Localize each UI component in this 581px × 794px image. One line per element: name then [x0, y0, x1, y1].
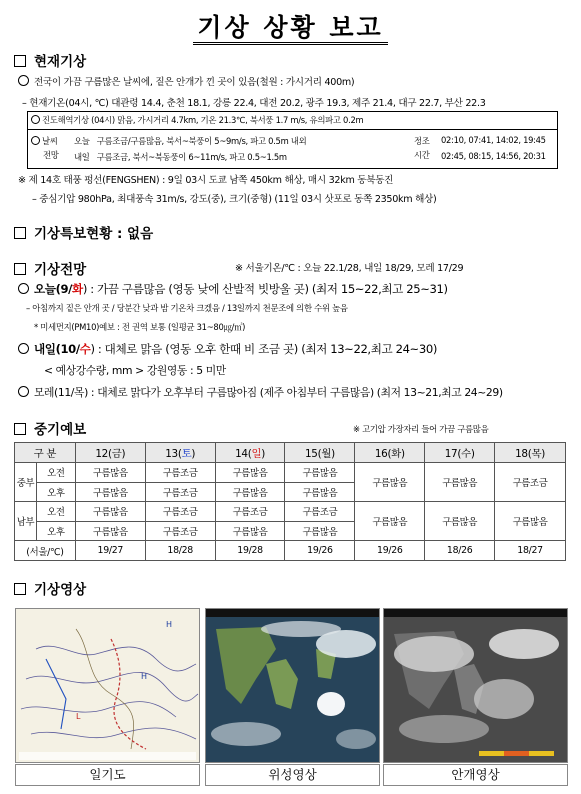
- circle-bullet-icon: [31, 115, 40, 124]
- tide-label2: 시간: [414, 150, 430, 160]
- rain-forecast: < 예상강수량, mm > 강원영동 : 5 미만: [44, 364, 226, 377]
- section-current-heading: 현재기상: [14, 50, 86, 70]
- tide-label1: 정조: [414, 136, 430, 146]
- table-row-seoul: [15, 541, 566, 561]
- outlook-today: 오늘(9/화) : 가끔 구름많음 (영동 낮에 산발적 빗방울 곳) (최저 15~22,최고 25~31): [18, 281, 448, 297]
- table-cell: 구름많음: [495, 502, 566, 541]
- outlook-dayafter: 모레(11/목) : 대체로 맑다가 오후부터 구름많아짐 (제주 아침부터 구름많음) (최저 13~21,최고 24~29): [18, 385, 503, 400]
- table-cell: 구름조금: [285, 502, 355, 522]
- fog-drawing: [384, 609, 567, 762]
- typhoon-info: ※ 제 14호 태풍 펑선(FENGSHEN) : 9일 03시 도쿄 남쪽 450km 해상, 매시 32km 동북동진: [18, 175, 394, 186]
- header-day: 18(목): [495, 443, 566, 463]
- header-day: 17(수): [425, 443, 495, 463]
- outlook-tomorrow: 내일(10/수) : 대체로 맑음 (영동 오후 한때 비 조금 곳) (최저 13~22,최고 24~30): [18, 341, 437, 357]
- jindo-day1: 오늘 구름조금/구름많음, 북서~북풍이 5~9m/s, 파고 0.5m 내외: [74, 136, 307, 146]
- header-cell: 구 분: [15, 443, 76, 463]
- tide-day2: 02:45, 08:15, 14:56, 20:31: [441, 151, 546, 161]
- checkbox-square-icon: [14, 263, 26, 275]
- table-cell: 구름많음: [355, 463, 425, 502]
- section-outlook-heading: 기상전망: [14, 258, 86, 278]
- table-cell: 구름많음: [425, 502, 495, 541]
- checkbox-square-icon: [14, 227, 26, 239]
- current-summary: 전국이 가끔 구름많은 날씨에, 짙은 안개가 낀 곳이 있음(철원 : 가시거리 400m): [18, 74, 354, 88]
- svg-text:L: L: [76, 712, 81, 721]
- caption-weather-chart: 일기도: [15, 764, 200, 786]
- caption-satellite: 위성영상: [205, 764, 380, 786]
- table-cell: 구름조금: [215, 502, 285, 522]
- table-cell: 구름조금: [145, 482, 215, 502]
- table-cell: 구름조금: [145, 463, 215, 483]
- table-cell: 구름많음: [75, 463, 145, 483]
- typhoon-detail: – 중심기압 980hPa, 최대풍속 31m/s, 강도(중), 크기(중형) (11일 03시 삿포로 동쪽 2350km 해상): [32, 194, 437, 205]
- table-cell: 구름많음: [285, 521, 355, 541]
- table-cell: 구름많음: [425, 463, 495, 502]
- tide-day1: 02:10, 07:41, 14:02, 19:45: [441, 135, 546, 145]
- table-cell: 구름많음: [355, 502, 425, 541]
- period-cell: 오전: [36, 463, 75, 483]
- section-images-heading: 기상영상: [14, 578, 86, 598]
- jindo-marine-current: 진도해역기상 (04시) 맑음, 가시거리 4.7km, 기온 21.3℃, 북서풍 1.7 m/s, 유의파고 0.2m: [31, 114, 363, 126]
- satellite-drawing: [206, 609, 379, 762]
- header-day: 12(금): [75, 443, 145, 463]
- seoul-label-cell: (서울/℃): [15, 541, 76, 561]
- seoul-temps: ※ 서울기온/℃ : 오늘 22.1/28, 내일 18/29, 모레 17/29: [235, 263, 464, 274]
- satellite-image: [205, 608, 380, 763]
- table-cell: 구름많음: [75, 521, 145, 541]
- current-temps: – 현재기온(04시, ℃) 대관령 14.4, 춘천 18.1, 강릉 22.4, 대전 20.2, 광주 19.3, 제주 21.4, 대구 22.7, 부산 22.3: [22, 98, 486, 109]
- table-cell: 구름많음: [285, 482, 355, 502]
- region-cell: 중부: [15, 463, 37, 502]
- jindo-outlook-label: 날씨: [31, 135, 58, 147]
- dust-forecast: * 미세먼지(PM10)예보 : 전 권역 보통 (일평균 31~80㎍/㎥): [34, 322, 246, 332]
- svg-text:H: H: [141, 672, 148, 681]
- midterm-note: ※ 고기압 가장자리 들어 가끔 구름많음: [353, 424, 489, 434]
- period-cell: 오전: [36, 502, 75, 522]
- jindo-day2: 내일 구름조금, 북서~북동풍이 6~11m/s, 파고 0.5~1.5m: [74, 152, 287, 162]
- table-cell: 19/27: [75, 541, 145, 561]
- circle-bullet-icon: [18, 343, 29, 354]
- svg-text:H: H: [166, 620, 173, 629]
- outlook-today-detail: – 아침까지 짙은 안개 곳 / 당분간 낮과 밤 기온차 크겠음 / 13일까지 천문조에 의한 수위 높음: [26, 303, 348, 313]
- fog-image: [383, 608, 568, 763]
- circle-bullet-icon: [18, 283, 29, 294]
- table-cell: 구름많음: [75, 482, 145, 502]
- table-cell: 구름많음: [215, 463, 285, 483]
- table-cell: 구름조금: [145, 502, 215, 522]
- table-cell: 구름조금: [145, 521, 215, 541]
- table-cell: 18/26: [425, 541, 495, 561]
- page-title: 기상 상황 보고: [0, 8, 581, 44]
- circle-bullet-icon: [31, 136, 40, 145]
- midterm-forecast-table: [14, 442, 566, 561]
- table-cell: 구름많음: [285, 463, 355, 483]
- weather-chart-drawing: [16, 609, 199, 762]
- table-cell: 19/26: [355, 541, 425, 561]
- caption-fog: 안개영상: [383, 764, 568, 786]
- circle-bullet-icon: [18, 75, 29, 86]
- checkbox-square-icon: [14, 583, 26, 595]
- table-cell: 18/27: [495, 541, 566, 561]
- table-cell: 구름많음: [215, 482, 285, 502]
- checkbox-square-icon: [14, 423, 26, 435]
- circle-bullet-icon: [18, 386, 29, 397]
- header-day: 16(화): [355, 443, 425, 463]
- period-cell: 오후: [36, 521, 75, 541]
- table-cell: 구름많음: [215, 521, 285, 541]
- section-midterm-heading: 중기예보: [14, 418, 86, 438]
- jindo-outlook-label2: 전망: [43, 150, 59, 160]
- table-cell: 19/26: [285, 541, 355, 561]
- header-day: 14(일): [215, 443, 285, 463]
- header-day: 15(월): [285, 443, 355, 463]
- table-cell: 구름많음: [75, 502, 145, 522]
- table-cell: 18/28: [145, 541, 215, 561]
- table-cell: 19/28: [215, 541, 285, 561]
- table-header-row: [15, 443, 566, 463]
- table-cell: 구름조금: [495, 463, 566, 502]
- table-row: [15, 502, 566, 522]
- weather-chart-image: [15, 608, 200, 763]
- section-special-report: 기상특보현황 : 없음: [14, 222, 153, 242]
- period-cell: 오후: [36, 482, 75, 502]
- header-day: 13(토): [145, 443, 215, 463]
- checkbox-square-icon: [14, 55, 26, 67]
- region-cell: 남부: [15, 502, 37, 541]
- table-row: [15, 463, 566, 483]
